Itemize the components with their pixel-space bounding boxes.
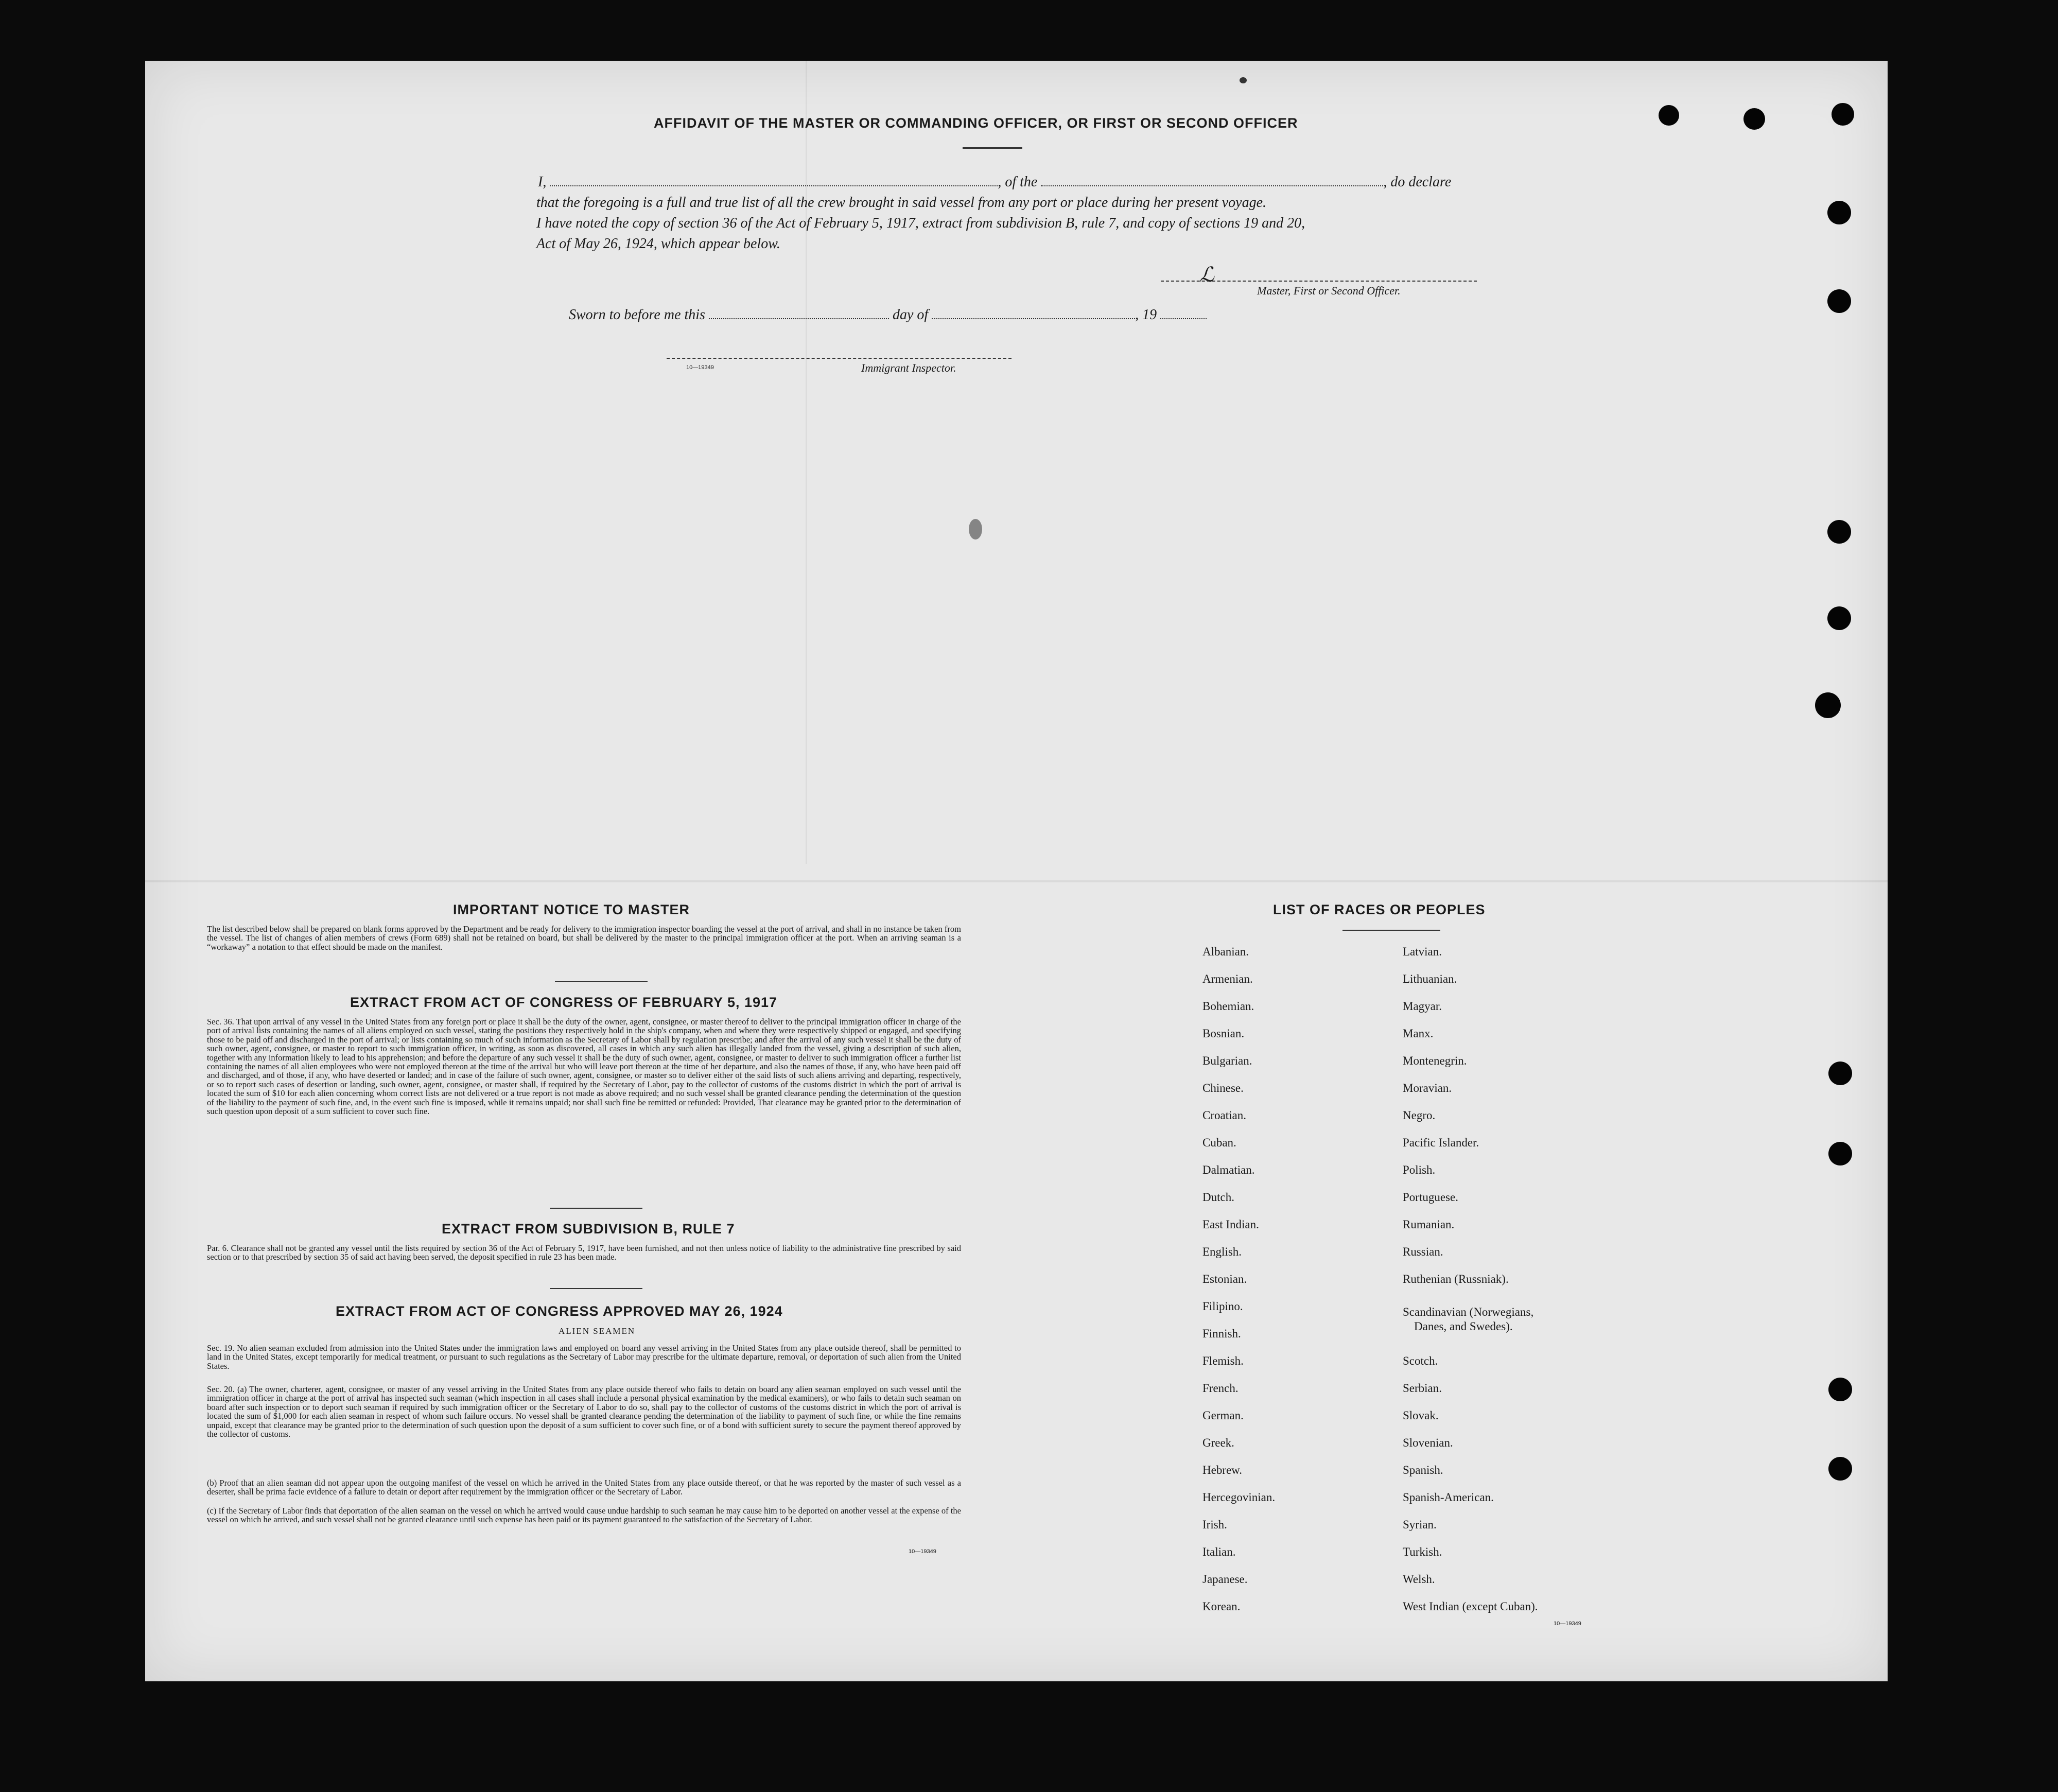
race-item: Latvian.: [1403, 945, 1442, 958]
race-item: Finnish.: [1202, 1327, 1241, 1340]
race-item: Serbian.: [1403, 1382, 1442, 1395]
race-item: English.: [1202, 1245, 1242, 1258]
race-item: Bohemian.: [1202, 1000, 1254, 1013]
affidavit-line-4: Act of May 26, 1924, which appear below.: [536, 236, 780, 252]
race-item: Manx.: [1403, 1027, 1434, 1040]
sworn-month-field[interactable]: [932, 316, 1135, 319]
punch-hole: [1815, 692, 1841, 718]
race-item: Spanish-American.: [1403, 1491, 1494, 1504]
race-item: Italian.: [1202, 1545, 1236, 1558]
race-item: Irish.: [1202, 1518, 1227, 1531]
race-item: Moravian.: [1403, 1082, 1452, 1094]
punch-hole: [1659, 105, 1679, 126]
race-item: Chinese.: [1202, 1082, 1244, 1094]
extract-rule7-text: Par. 6. Clearance shall not be granted any vessel until the lists required by section 36 of the Act of February 5, 1917, have been furnished, and not then unless notice of liability to the administrative fine prescribed by said section or to that prescribed by section 35 of said act having been served, the deposit specified in rule 23 has been made.: [207, 1243, 961, 1262]
declarant-name-field[interactable]: [550, 183, 998, 186]
race-item: Spanish.: [1403, 1464, 1443, 1476]
race-item: Estonian.: [1202, 1273, 1247, 1285]
race-item: Scandinavian (Norwegians,: [1403, 1306, 1534, 1318]
affidavit-line-2: that the foregoing is a full and true list of all the crew brought in said vessel from any port or place during her present voyage.: [536, 195, 1267, 211]
race-item: Negro.: [1403, 1109, 1436, 1122]
race-item: Bosnian.: [1202, 1027, 1245, 1040]
declare-label: , do declare: [1383, 174, 1452, 190]
extract-rule7-title: EXTRACT FROM SUBDIVISION B, RULE 7: [442, 1221, 735, 1237]
punch-hole: [1827, 520, 1851, 544]
races-title: LIST OF RACES OR PEOPLES: [1273, 902, 1486, 917]
punch-hole: [1827, 606, 1851, 630]
race-item: Portuguese.: [1403, 1191, 1458, 1204]
race-item: German.: [1202, 1409, 1244, 1422]
notice-text: The list described below shall be prepared on blank forms approved by the Department and be ready for delivery to the immigration inspector boarding the vessel at the port of arrival, and shall in no instance be taken from the vessel. The list of changes of alien members of crews (Form 689) shall not be retained on board, but shall be delivered by the master to the principal immigration officer at the port. When an arriving seaman is a “workaway” a notation to that effect should be made on the manifest.: [207, 924, 961, 952]
form-number: 10—19349: [686, 364, 714, 371]
race-item: Greek.: [1202, 1436, 1234, 1449]
race-item: Bulgarian.: [1202, 1054, 1252, 1067]
extract-1924-sec20c: (c) If the Secretary of Labor finds that deportation of the alien seaman on the vessel on which he arrived would cause undue hardship to such seaman he may cause him to be deported on another vessel at the expense of the vessel on which he arrived, and such vessel shall not be granted clearance until such expense has been paid or its payment guaranteed to the satisfaction of the Secretary of Labor.: [207, 1506, 961, 1525]
affidavit-line-1: [538, 174, 1451, 190]
affidavit-title: AFFIDAVIT OF THE MASTER OR COMMANDING OFFICER, OR FIRST OR SECOND OFFICER: [654, 115, 1298, 131]
race-item: Korean.: [1202, 1600, 1241, 1613]
race-item: French.: [1202, 1382, 1239, 1395]
sworn-year-field[interactable]: [1160, 316, 1207, 319]
signature-label: Master, First or Second Officer.: [1257, 284, 1401, 297]
punch-hole: [1828, 1457, 1852, 1481]
year-label: , 19: [1135, 307, 1157, 323]
race-item: Hebrew.: [1202, 1464, 1243, 1476]
sworn-day-field[interactable]: [709, 316, 889, 319]
form-number: 10—19349: [1554, 1621, 1581, 1627]
race-item: Pacific Islander.: [1403, 1136, 1479, 1149]
extract-1924-title: EXTRACT FROM ACT OF CONGRESS APPROVED MAY 26, 1924: [336, 1303, 783, 1319]
race-item: Polish.: [1403, 1163, 1436, 1176]
race-item: Welsh.: [1403, 1573, 1435, 1586]
signature-mark: ℒ: [1199, 263, 1214, 286]
race-item: Turkish.: [1403, 1545, 1442, 1558]
extract-1917-text: Sec. 36. That upon arrival of any vessel in the United States from any foreign port or place it shall be the duty of the owner, agent, consignee, or master thereof to deliver to the principal immigration officer in charge of the port of arrival lists containing the names of all aliens employed on such vessel, stating the positions they respectively hold in the ship's company, when and where they were respectively shipped or engaged, and specifying those to be paid off and discharged in the port of arrival; or lists containing so much of such information as the Secretary of Labor shall by regulation prescribe; and after the arrival of any such vessel it shall be the duty of such owner, agent, consignee, or master to report to such immigration officer, in writing, as soon as discovered, all cases in which any such alien has illegally landed from the vessel, giving a description of such alien, together with any information likely to lead to his apprehension; and before the departure of any such vessel it shall be the duty of such owner, agent, consignee, or master to deliver to such immigration officer a further list containing the names of all alien employees who were not employed thereon at the time of the arrival but who will leave port thereon at the time of her departure, and also the names of those, if any, who have been paid off and discharged, and of those, if any, who have deserted or landed; and in case of the failure of such owner, agent, consignee, or master so to deliver either of the said lists of such aliens arriving and departing, respectively, or so to report such cases of desertion or landing, such owner, agent, consignee, or master shall, if required by the Secretary of Labor, pay to the collector of customs of the customs district in which the port of arrival is located the sum of $10 for each alien concerning whom correct lists are not delivered or a true report is not made as above required; and no such vessel shall be granted clearance pending the determination of the question of the liability to the payment of such fine, and, in the event such fine is imposed, while it remains unpaid; nor shall such fine be remitted or refunded: Provided, That clearance may be granted prior to the determination of such question upon deposit of a sum sufficient to cover such fine.: [207, 1017, 961, 1117]
declarant-label: I,: [538, 174, 547, 190]
race-item: Scotch.: [1403, 1354, 1438, 1367]
sworn-label: Sworn to before me this: [569, 307, 705, 323]
race-item: Cuban.: [1202, 1136, 1236, 1149]
race-item: Syrian.: [1403, 1518, 1437, 1531]
inspector-signature-line[interactable]: [667, 358, 1011, 359]
vessel-name-field[interactable]: [1041, 183, 1383, 186]
race-item: Slovenian.: [1403, 1436, 1453, 1449]
notice-title: IMPORTANT NOTICE TO MASTER: [453, 902, 690, 917]
punch-hole: [1828, 1142, 1852, 1165]
title-divider: [1342, 930, 1440, 931]
punch-hole: [1832, 103, 1854, 126]
section-divider: [555, 981, 648, 982]
race-item: Dutch.: [1202, 1191, 1234, 1204]
section-divider: [550, 1288, 642, 1289]
smudge: [1240, 77, 1247, 83]
race-item: West Indian (except Cuban).: [1403, 1600, 1538, 1613]
inspector-label: Immigrant Inspector.: [861, 361, 956, 374]
race-item: Russian.: [1403, 1245, 1443, 1258]
race-item: Rumanian.: [1403, 1218, 1455, 1231]
race-item: Ruthenian (Russniak).: [1403, 1273, 1509, 1285]
punch-hole: [1743, 108, 1765, 130]
fold-crease-horizontal: [145, 880, 1888, 882]
race-item: Filipino.: [1202, 1300, 1243, 1313]
punch-hole: [1827, 201, 1851, 224]
extract-1924-sec20b: (b) Proof that an alien seaman did not appear upon the outgoing manifest of the vessel on which he arrived in the United States from any place outside thereof, or that he was reported by the master of such vessel as a deserter, shall be prima facie evidence of a failure to detain or deport after requirement by the immigration officer or the Secretary of Labor.: [207, 1478, 961, 1497]
race-item: Lithuanian.: [1403, 972, 1457, 985]
race-item: Hercegovinian.: [1202, 1491, 1276, 1504]
race-item-continued: Danes, and Swedes).: [1414, 1320, 1513, 1333]
race-item: Armenian.: [1202, 972, 1253, 985]
vessel-of-label: , of the: [998, 174, 1038, 190]
title-divider: [963, 147, 1022, 149]
race-item: East Indian.: [1202, 1218, 1259, 1231]
punch-hole: [1828, 1062, 1852, 1085]
race-item: Magyar.: [1403, 1000, 1442, 1013]
race-item: Slovak.: [1403, 1409, 1439, 1422]
race-item: Albanian.: [1202, 945, 1249, 958]
extract-1924-subtitle: ALIEN SEAMEN: [559, 1326, 636, 1336]
punch-hole: [1828, 1378, 1852, 1401]
race-item: Montenegrin.: [1403, 1054, 1467, 1067]
section-divider: [550, 1208, 642, 1209]
form-number: 10—19349: [909, 1549, 936, 1555]
race-item: Flemish.: [1202, 1354, 1244, 1367]
punch-hole: [1827, 289, 1851, 313]
sworn-line: [569, 307, 1207, 323]
affidavit-line-3: I have noted the copy of section 36 of the Act of February 5, 1917, extract from subdivision B, rule 7, and copy of sections 19 and 20,: [536, 215, 1305, 231]
extract-1917-title: EXTRACT FROM ACT OF CONGRESS OF FEBRUARY 5, 1917: [350, 995, 778, 1010]
extract-1924-sec20a: Sec. 20. (a) The owner, charterer, agent, consignee, or master of any vessel arriving in the United States from any place outside thereof who fails to detain on board any alien seaman employed on such vessel until the immigration officer in charge at the port of arrival has inspected such seaman (which inspection in all cases shall include a personal physical examination by the medical examiners), or who fails to detain such seaman on board after such inspection or to deport such seaman if required by such immigration officer or the Secretary of Labor to do so, shall pay to the collector of customs of the customs district in which the port of arrival is located the sum of $1,000 for each alien seaman in respect of whom such failure occurs. No vessel shall be granted clearance pending the determination of the liability to payment of such fine, or while the fine remains unpaid, except that clearance may be granted prior to the determination of such question upon the deposit of a sum sufficient to cover such fine, or of a bond with sufficient surety to secure the payment thereof approved by the collector of customs.: [207, 1384, 961, 1439]
smudge: [969, 519, 982, 540]
race-item: Japanese.: [1202, 1573, 1248, 1586]
extract-1924-sec19: Sec. 19. No alien seaman excluded from admission into the United States under the immigration laws and employed on board any vessel arriving in the United States from any place outside thereof, shall be permitted to land in the United States, except temporarily for medical treatment, or pursuant to such regulations as the Secretary of Labor may prescribe for the ultimate departure, removal, or deportation of such alien from the United States.: [207, 1343, 961, 1371]
day-of-label: day of: [892, 307, 929, 323]
race-item: Dalmatian.: [1202, 1163, 1255, 1176]
race-item: Croatian.: [1202, 1109, 1246, 1122]
signature-line[interactable]: [1161, 281, 1477, 282]
